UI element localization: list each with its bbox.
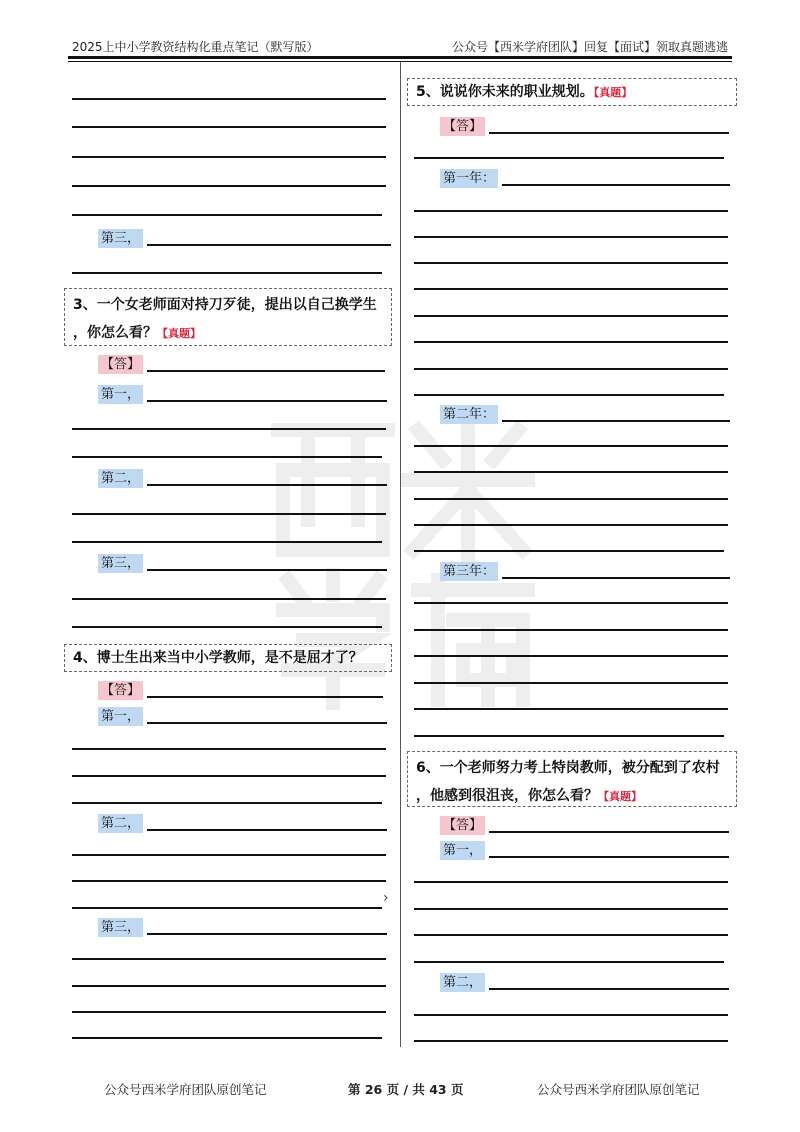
- answer-line[interactable]: [414, 210, 728, 212]
- question-text: 3、一个女老师面对持刀歹徒，提出以自己换学生: [73, 297, 377, 313]
- step-row: [98, 384, 387, 404]
- answer-line[interactable]: [72, 513, 386, 515]
- question-box-6: [407, 751, 737, 807]
- answer-line[interactable]: [489, 132, 729, 134]
- answer-line[interactable]: [72, 626, 382, 628]
- question-box-3: [64, 288, 392, 346]
- answer-line[interactable]: [414, 288, 728, 290]
- answer-line[interactable]: [414, 655, 728, 657]
- answer-line[interactable]: [72, 541, 382, 543]
- step-label: 第二，: [98, 469, 143, 488]
- step-row: [98, 813, 387, 833]
- answer-line[interactable]: [72, 185, 386, 187]
- question-box-5: [407, 78, 737, 106]
- step-label: 第一，: [440, 841, 485, 860]
- answer-line[interactable]: [414, 524, 728, 526]
- answer-line[interactable]: [502, 420, 730, 422]
- answer-label: 【答】: [98, 681, 143, 700]
- answer-line[interactable]: [414, 157, 724, 159]
- answer-line[interactable]: [147, 484, 387, 486]
- answer-line[interactable]: [414, 961, 724, 963]
- answer-line[interactable]: [414, 629, 728, 631]
- question-text: 4、博士生出来当中小学教师，是不是屈才了？: [73, 650, 363, 666]
- answer-line[interactable]: [72, 1011, 386, 1013]
- step-row: [440, 972, 729, 992]
- answer-line[interactable]: [72, 907, 382, 909]
- year-row: [440, 404, 730, 424]
- step-label: 第一，: [98, 707, 143, 726]
- year-row: [440, 168, 730, 188]
- answer-row: [98, 680, 383, 700]
- answer-label: 【答】: [98, 355, 143, 374]
- step-label: 第三，: [98, 918, 143, 937]
- step-label: 第三，: [98, 229, 143, 248]
- header-rule-thick: [68, 56, 732, 59]
- step-label: 第二，: [98, 814, 143, 833]
- year-row: [440, 561, 730, 581]
- header-right-note: 公众号【西米学府团队】回复【面试】领取真题逃逃: [451, 40, 728, 54]
- page-number: 第 26 页 / 共 43 页: [348, 1082, 464, 1097]
- answer-line[interactable]: [414, 550, 724, 552]
- question-text: 5、说说你未来的职业规划。: [416, 84, 594, 100]
- answer-line[interactable]: [414, 445, 728, 447]
- step-row: [440, 840, 729, 860]
- answer-line[interactable]: [489, 831, 729, 833]
- answer-line[interactable]: [414, 735, 724, 737]
- answer-line[interactable]: [414, 236, 728, 238]
- chevron-right-icon: ›: [383, 890, 389, 906]
- answer-line[interactable]: [72, 272, 382, 274]
- step-label: 第一，: [98, 385, 143, 404]
- answer-line[interactable]: [72, 802, 382, 804]
- answer-label: 【答】: [440, 117, 485, 136]
- step-row: [98, 706, 387, 726]
- year-label: 第二年：: [440, 405, 498, 424]
- answer-row: [98, 354, 385, 374]
- answer-line[interactable]: [147, 569, 387, 571]
- answer-line[interactable]: [414, 394, 724, 396]
- answer-line[interactable]: [147, 370, 385, 372]
- answer-line[interactable]: [72, 775, 386, 777]
- answer-line[interactable]: [72, 854, 386, 856]
- third-point-row: [98, 228, 391, 248]
- answer-line[interactable]: [72, 428, 386, 430]
- answer-line[interactable]: [147, 400, 387, 402]
- answer-line[interactable]: [414, 341, 728, 343]
- answer-line[interactable]: [72, 126, 386, 128]
- answer-row: [440, 815, 729, 835]
- question-text: ，你怎么看？: [73, 325, 157, 341]
- answer-line[interactable]: [147, 696, 383, 698]
- answer-line[interactable]: [414, 471, 728, 473]
- answer-line[interactable]: [147, 829, 387, 831]
- answer-line[interactable]: [502, 184, 730, 186]
- step-label: 第三，: [98, 554, 143, 573]
- footer-right: 公众号西米学府团队原创笔记: [537, 1082, 700, 1097]
- year-label: 第三年：: [440, 562, 498, 581]
- answer-line[interactable]: [414, 881, 728, 883]
- real-question-tag: 【真题】: [598, 790, 642, 803]
- year-label: 第一年：: [440, 169, 498, 188]
- answer-line[interactable]: [72, 880, 386, 882]
- step-row: [98, 553, 387, 573]
- question-text: 6、一个老师努力考上特岗教师，被分配到了农村: [416, 760, 720, 776]
- step-row: [98, 917, 387, 937]
- answer-line[interactable]: [72, 456, 382, 458]
- answer-line[interactable]: [414, 908, 728, 910]
- answer-line[interactable]: [72, 1037, 382, 1039]
- answer-line[interactable]: [414, 315, 728, 317]
- real-question-tag: 【真题】: [593, 86, 633, 99]
- real-question-tag: 【真题】: [157, 327, 201, 340]
- answer-row: [440, 116, 729, 136]
- question-box-4: [64, 644, 392, 672]
- answer-line[interactable]: [502, 577, 730, 579]
- answer-line[interactable]: [414, 498, 728, 500]
- answer-line[interactable]: [147, 933, 387, 935]
- answer-line[interactable]: [147, 722, 387, 724]
- answer-line[interactable]: [414, 602, 728, 604]
- answer-line[interactable]: [414, 934, 728, 936]
- answer-line[interactable]: [414, 708, 728, 710]
- header-left-title: 2025上中小学教资结构化重点笔记（默写版）: [72, 40, 319, 54]
- answer-line[interactable]: [72, 598, 386, 600]
- answer-line[interactable]: [414, 262, 728, 264]
- answer-line[interactable]: [414, 1014, 728, 1016]
- step-row: [98, 468, 387, 488]
- answer-label: 【答】: [440, 816, 485, 835]
- answer-line[interactable]: [72, 985, 386, 987]
- answer-line[interactable]: [489, 988, 729, 990]
- answer-line[interactable]: [72, 156, 386, 158]
- step-label: 第二，: [440, 973, 485, 992]
- answer-line[interactable]: [72, 98, 386, 100]
- answer-line[interactable]: [147, 244, 391, 246]
- question-text: ，他感到很沮丧，你怎么看？: [416, 788, 598, 804]
- answer-line[interactable]: [414, 368, 728, 370]
- footer-left: 公众号西米学府团队原创笔记: [104, 1082, 267, 1097]
- answer-line[interactable]: [414, 1040, 728, 1042]
- answer-line[interactable]: [414, 682, 728, 684]
- answer-line[interactable]: [72, 214, 382, 216]
- answer-line[interactable]: [72, 958, 386, 960]
- answer-line[interactable]: [72, 748, 386, 750]
- answer-line[interactable]: [489, 856, 729, 858]
